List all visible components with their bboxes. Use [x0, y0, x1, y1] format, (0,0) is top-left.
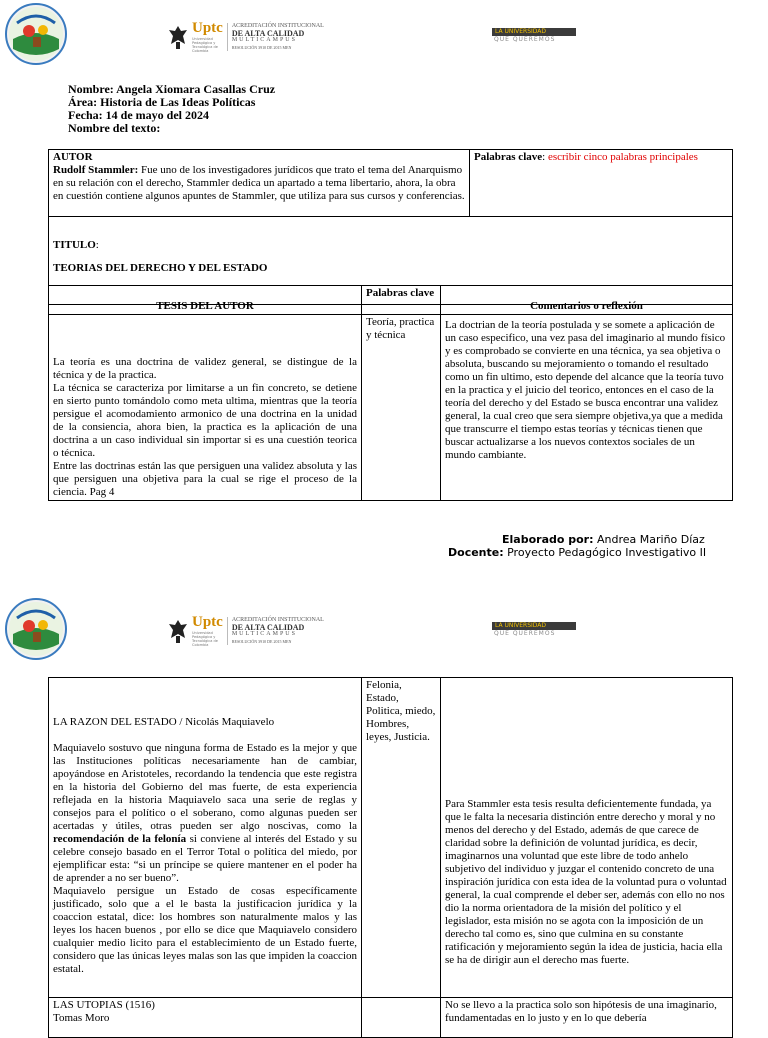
university-banner-page2: [492, 622, 576, 638]
keywords-cell: [470, 150, 733, 217]
accreditation-line1: ACREDITACIÓN INSTITUCIONAL: [231, 616, 324, 623]
thesis-cell-2: [49, 678, 362, 998]
university-banner-bottom: QUE QUEREMOS: [494, 630, 556, 637]
thesis-1-paragraph-3: Entre las doctrinas están las que persiguen una validez absoluta y las que persiguen una objetiva para la cual se rige el proceso de la ciencia. Pag 4: [53, 460, 357, 498]
uptc-subtitle-page2: Universidad Pedagógica y Tecnológica de Colombia: [192, 631, 218, 647]
teacher-label: Docente:: [448, 546, 504, 559]
comment-cell-2: Para Stammler esta tesis resulta deficientemente fundada, ya que le falta la necesaria distinción entre derecho y moral y no menos del derecho y del Estado, además de que carece de claridad sobre la definición de voluntad jurídica, es decir, imaginarnos una voluntad que este libre de todo anhelo subjetivo del individuo y juzgar el contenido concreto de una inspiración jurídica con esta idea de la voluntad pura o voluntad general, la cual comprende el deber ser, además con ello no nos dio la norma orientadora de la misión del político y el legislador, esta misión no se agota con la imposición de un derecho tal como es, sino que culmina en su constante ratificación y mejoramiento según la idea de justicia, hacia ella se ha de dirigir aun el derecho mas fuerte.: [441, 678, 733, 998]
text-name: Nombre del texto:: [68, 121, 161, 135]
thesis-2-heading: LA RAZON DEL ESTADO / Nicolás Maquiavelo: [53, 716, 275, 728]
teacher-value: Proyecto Pedagógico Investigativo II: [503, 546, 707, 559]
thesis-2-text-a: Maquiavelo sostuvo que ninguna forma de Estado es la mejor y que las Instituciones políticas necesariamente han de cambiar, apoyándose en Aristoteles, recordando la tendencia que este registra en la historia del Gobierno del mas fuerte, de esta experiencia reflejada en la historia Maquiavelo saca una serie de reglas y consejos para el político o el soberano, como algunas pueden ser acertadas y útiles, otras pueden ser algo noscivas, como la: [53, 742, 357, 832]
comment-cell-1: La doctrian de la teoría postulada y se somete a aplicación de un caso especifico, una vez pasa del imaginario al mundo físico y es comprobado se convierte en una técnica, ya sea objetiva o absoluta, buscando su mejoramiento o tomando el resultado como un fin ultimo, esto depende del alcance que la teoría tuvo en la practica y el juicio del teorico, entonces en el caso de la teoría del derecho y del Estado se busca encontrar una validez general, la cual creo que sera siempre objetiva,ya que a medida que transcurre el tiempo estas teorías y técnicas tienen que buscar actualizarse a los nuevos contextos sociales de un mundo cambiante.: [441, 315, 733, 501]
university-banner-top: LA UNIVERSIDAD: [492, 622, 576, 630]
author-name: Rudolf Stammler:: [53, 164, 139, 176]
thesis-2-paragraph-1: [53, 742, 357, 885]
keywords-hint: escribir cinco palabras principales: [547, 151, 698, 163]
thesis-1-paragraph-2: La técnica se caracteriza por limitarse a un fin concreto, se detiene en sierto punto tomándolo como meta ultima, mientras que la teoría persigue el acomodamiento armonico de una doctrina en la unidad de la consiencia, ahora bien, la practica es la aplicación de una doctrina a un caso individual sin importar si es una cuestión teorica o técnica.: [53, 382, 357, 459]
document-date: Fecha: 14 de mayo del 2024: [68, 108, 209, 122]
university-banner-top: LA UNIVERSIDAD: [492, 28, 576, 36]
title-value: TEORIAS DEL DERECHO Y DEL ESTADO: [53, 262, 268, 274]
institution-logo-page2: [5, 598, 67, 660]
keywords-label: Palabras clave: [474, 151, 543, 163]
keywords-cell-1: Teoría, practica y técnica: [362, 315, 441, 501]
author-bio: Fue uno de los investigadores jurídicos que trato el tema del Anarquismo en su relación con el derecho, Stammler dedica un apartado a tema libertario, ahora, la obra en cuestión contiene algunos apuntes de Stammler, que utiliza para sus cursos y conferencias.: [53, 164, 465, 202]
title-label: TITULO: [53, 239, 96, 251]
university-banner: [492, 28, 576, 44]
subject-area: Área: Historia de Las Ideas Políticas: [68, 95, 256, 109]
author-cell: [49, 150, 470, 217]
keywords-cell-3: [362, 998, 441, 1038]
accreditation-line4: RESOLUCIÓN 3910 DE 2015 MEN: [231, 44, 292, 50]
author-table: [48, 149, 733, 305]
uptc-wordmark-page2: Uptc: [192, 614, 223, 630]
uptc-wordmark: Uptc: [192, 20, 223, 36]
eagle-icon: [168, 618, 188, 644]
document-meta: [68, 83, 275, 135]
uptc-logo-page2: [168, 614, 324, 647]
thesis-1-paragraph-1: La teoría es una doctrina de validez general, se distingue de la técnica y de la practica.: [53, 356, 357, 381]
thesis-2-paragraph-2: Maquiavelo persigue un Estado de cosas específicamente justificado, solo que a el le basta la justificacion jurídica y la coaccion estatal, dice: los hombres son naturalmente malos y las leyes los hacen buenos , por ello se dice que Maquiavelo considero cualquier medio licito para el establecimiento de un Estado fuerte, considero que las únicas leyes malas son las que impiden la coaccion estatal.: [53, 885, 357, 975]
university-banner-bottom: QUE QUEREMOS: [494, 36, 556, 43]
thesis-3-title: LAS UTOPIAS (1516): [53, 999, 155, 1011]
thesis-cell-3: [49, 998, 362, 1038]
thesis-2-bold: recomendación de la felonía: [53, 833, 187, 845]
elaborated-label: Elaborado por:: [502, 533, 594, 546]
uptc-subtitle: Universidad Pedagógica y Tecnológica de Colombia: [192, 37, 218, 53]
eagle-icon: [168, 24, 188, 50]
page-footer: [448, 533, 706, 559]
uptc-logo: [168, 20, 324, 53]
thesis-cell-1: [49, 315, 362, 501]
elaborated-value: Andrea Mariño Díaz: [593, 533, 705, 546]
accreditation-line2: DE ALTA CALIDAD: [231, 622, 305, 632]
thesis-3-author: Tomas Moro: [53, 1012, 110, 1024]
accreditation-line3: MULTICAMPUS: [231, 630, 297, 637]
accreditation-block-page2: [227, 617, 324, 645]
comment-cell-3: No se llevo a la practica solo son hipótesis de una imaginario, fundamentadas en lo justo y en lo que debería: [441, 998, 733, 1038]
accreditation-line2: DE ALTA CALIDAD: [231, 28, 305, 38]
accreditation-line1: ACREDITACIÓN INSTITUCIONAL: [231, 22, 324, 29]
author-description: [53, 164, 465, 203]
author-label: AUTOR: [53, 151, 93, 163]
thesis-table: [48, 285, 733, 501]
accreditation-line4: RESOLUCIÓN 3910 DE 2015 MEN: [231, 638, 292, 644]
student-name: Nombre: Angela Xiomara Casallas Cruz: [68, 82, 276, 96]
keywords-colon: :: [542, 151, 548, 163]
keywords-cell-2: Felonia, Estado, Politica, miedo, Hombres, leyes, Justicia.: [362, 678, 441, 998]
accreditation-block: [227, 23, 324, 51]
thesis-2-text-b: si conviene al interés del Estado y su celebre consejo basado en el Terror Total o política del miedo, por ejemplificar esta: “si un príncipe se quiere mantener en el poder ha de aprender a no ser bueno”.: [53, 833, 357, 884]
column-tesis-header: TESIS DEL AUTOR: [49, 286, 362, 315]
column-palabras-header: Palabras clave: [362, 286, 441, 315]
institution-logo: [5, 3, 67, 65]
title-colon: :: [95, 239, 99, 251]
column-comentarios-header: Comentarios o reflexión: [441, 286, 733, 315]
thesis-table-page2: [48, 677, 733, 1038]
accreditation-line3: MULTICAMPUS: [231, 36, 297, 43]
